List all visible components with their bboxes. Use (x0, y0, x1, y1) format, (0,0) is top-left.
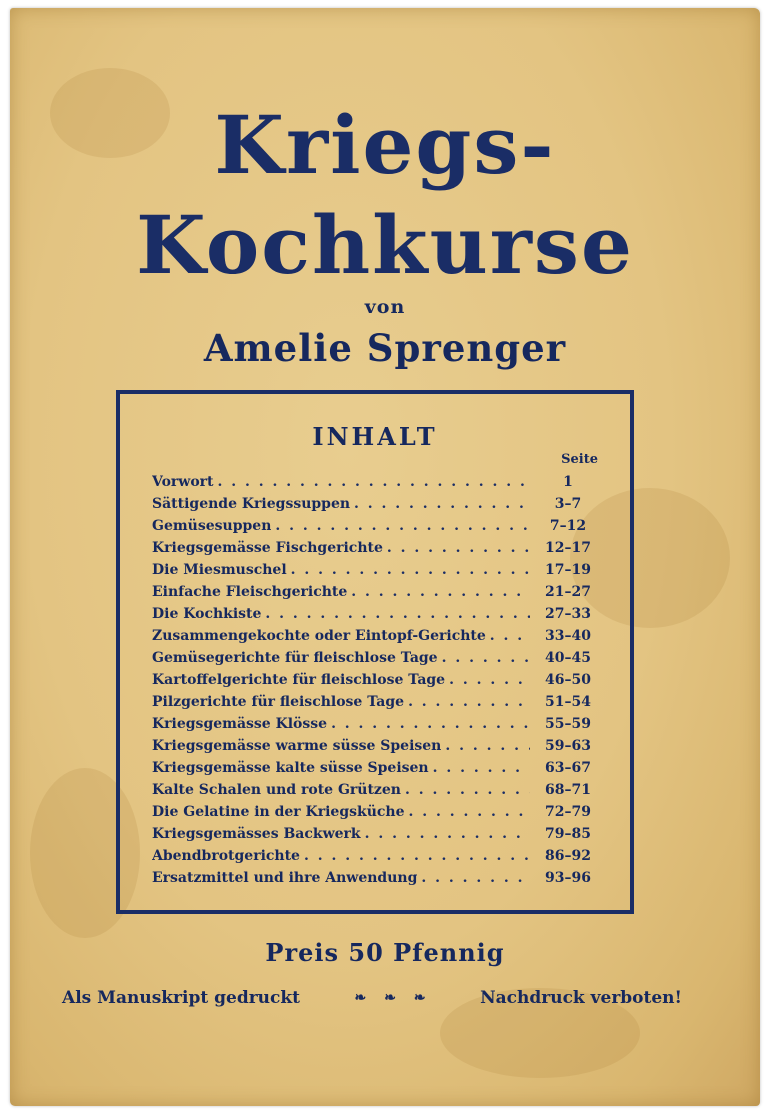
toc-heading: INHALT (312, 422, 438, 451)
toc-entry-title: Kartoffelgerichte für fleischlose Tage (152, 672, 446, 688)
toc-entry-title: Pilzgerichte für fleischlose Tage (152, 694, 405, 710)
toc-entry-title: Gemüsegerichte für fleischlose Tage (152, 650, 438, 666)
toc-entry (152, 515, 600, 537)
toc-leader-dots (449, 669, 530, 691)
toc-entry-pages: 55–59 (545, 716, 591, 732)
toc-leader-dots (445, 735, 530, 757)
toc-entry-pages: 33–40 (545, 628, 591, 644)
toc-entry (152, 801, 600, 823)
toc-entry-title: Die Kochkiste (152, 606, 262, 622)
leaf-ornament-icon: ❧ (354, 990, 367, 1006)
toc-entry-pages: 68–71 (545, 782, 591, 798)
toc-entry-pages: 93–96 (545, 870, 591, 886)
toc-entry (152, 625, 600, 647)
book-cover (10, 8, 760, 1106)
toc-entry-pages: 27–33 (545, 606, 591, 622)
toc-entry (152, 493, 600, 515)
toc-leader-dots (408, 691, 530, 713)
toc-entry-title: Kriegsgemässe Klösse (152, 716, 328, 732)
toc-leader-dots (409, 801, 531, 823)
toc-entry (152, 757, 600, 779)
toc-page-column-label: Seite (561, 452, 598, 467)
toc-entry-pages: 12–17 (545, 540, 591, 556)
toc-entry (152, 559, 600, 581)
toc-leader-dots (442, 647, 530, 669)
toc-leader-dots (354, 493, 530, 515)
toc-entry (152, 537, 600, 559)
toc-entry-title: Vorwort (152, 474, 214, 490)
cover-title-line-1: Kriegs- (214, 98, 556, 192)
footer-right-text: Nachdruck verboten! (480, 988, 682, 1008)
toc-entry-pages: 3–7 (554, 496, 582, 512)
toc-entry-title: Die Gelatine in der Kriegsküche (152, 804, 405, 820)
footer-left-text: Als Manuskript gedruckt (62, 988, 300, 1008)
toc-leader-dots (291, 559, 530, 581)
toc-leader-dots (218, 471, 530, 493)
toc-entry-pages: 79–85 (545, 826, 591, 842)
toc-leader-dots (365, 823, 530, 845)
toc-entry-title: Kriegsgemässe kalte süsse Speisen (152, 760, 429, 776)
toc-entry (152, 691, 600, 713)
toc-entry (152, 647, 600, 669)
toc-entry (152, 471, 600, 493)
toc-entry (152, 669, 600, 691)
toc-entry (152, 845, 600, 867)
toc-entry-title: Kriegsgemässe warme süsse Speisen (152, 738, 442, 754)
toc-leader-dots (433, 757, 530, 779)
toc-entry-title: Abendbrotgerichte (152, 848, 300, 864)
toc-entry (152, 713, 600, 735)
toc-entry-title: Zusammengekochte oder Eintopf-Gerichte (152, 628, 486, 644)
toc-entry-title: Gemüsesuppen (152, 518, 272, 534)
toc-leader-dots (265, 603, 530, 625)
cover-title-line-2: Kochkurse (136, 198, 634, 292)
toc-leader-dots (387, 537, 530, 559)
toc-list (152, 471, 600, 889)
toc-entry-title: Kriegsgemässe Fischgerichte (152, 540, 383, 556)
toc-entry-title: Einfache Fleischgerichte (152, 584, 348, 600)
toc-leader-dots (490, 625, 530, 647)
toc-entry-pages: 51–54 (545, 694, 591, 710)
toc-entry-pages: 17–19 (545, 562, 591, 578)
toc-entry-pages: 1 (563, 474, 573, 490)
toc-entry (152, 779, 600, 801)
toc-entry (152, 823, 600, 845)
toc-entry-title: Kalte Schalen und rote Grützen (152, 782, 401, 798)
toc-leader-dots (304, 845, 530, 867)
toc-entry-pages: 72–79 (545, 804, 591, 820)
toc-entry-pages: 59–63 (545, 738, 591, 754)
toc-entry-pages: 40–45 (545, 650, 591, 666)
toc-entry-pages: 7–12 (549, 518, 587, 534)
table-of-contents (116, 390, 634, 914)
footer-line (62, 988, 682, 1008)
author-name: Amelie Sprenger (203, 326, 567, 370)
price-label: Preis 50 Pfennig (265, 938, 505, 967)
by-label: von (364, 296, 406, 318)
toc-entry-pages: 21–27 (545, 584, 591, 600)
toc-entry-pages: 46–50 (545, 672, 591, 688)
toc-entry (152, 581, 600, 603)
ornament-row (354, 990, 425, 1006)
toc-leader-dots (421, 867, 530, 889)
leaf-ornament-icon: ❧ (384, 990, 396, 1006)
toc-entry-pages: 63–67 (545, 760, 591, 776)
toc-leader-dots (405, 779, 530, 801)
toc-entry (152, 603, 600, 625)
toc-entry (152, 867, 600, 889)
toc-entry-title: Die Miesmuschel (152, 562, 287, 578)
toc-leader-dots (275, 515, 530, 537)
toc-leader-dots (351, 581, 530, 603)
toc-leader-dots (331, 713, 530, 735)
toc-entry-title: Kriegsgemässes Backwerk (152, 826, 361, 842)
toc-entry-pages: 86–92 (545, 848, 591, 864)
toc-entry (152, 735, 600, 757)
leaf-ornament-icon: ❧ (413, 990, 426, 1006)
toc-entry-title: Ersatzmittel und ihre Anwendung (152, 870, 418, 886)
toc-entry-title: Sättigende Kriegssuppen (152, 496, 351, 512)
